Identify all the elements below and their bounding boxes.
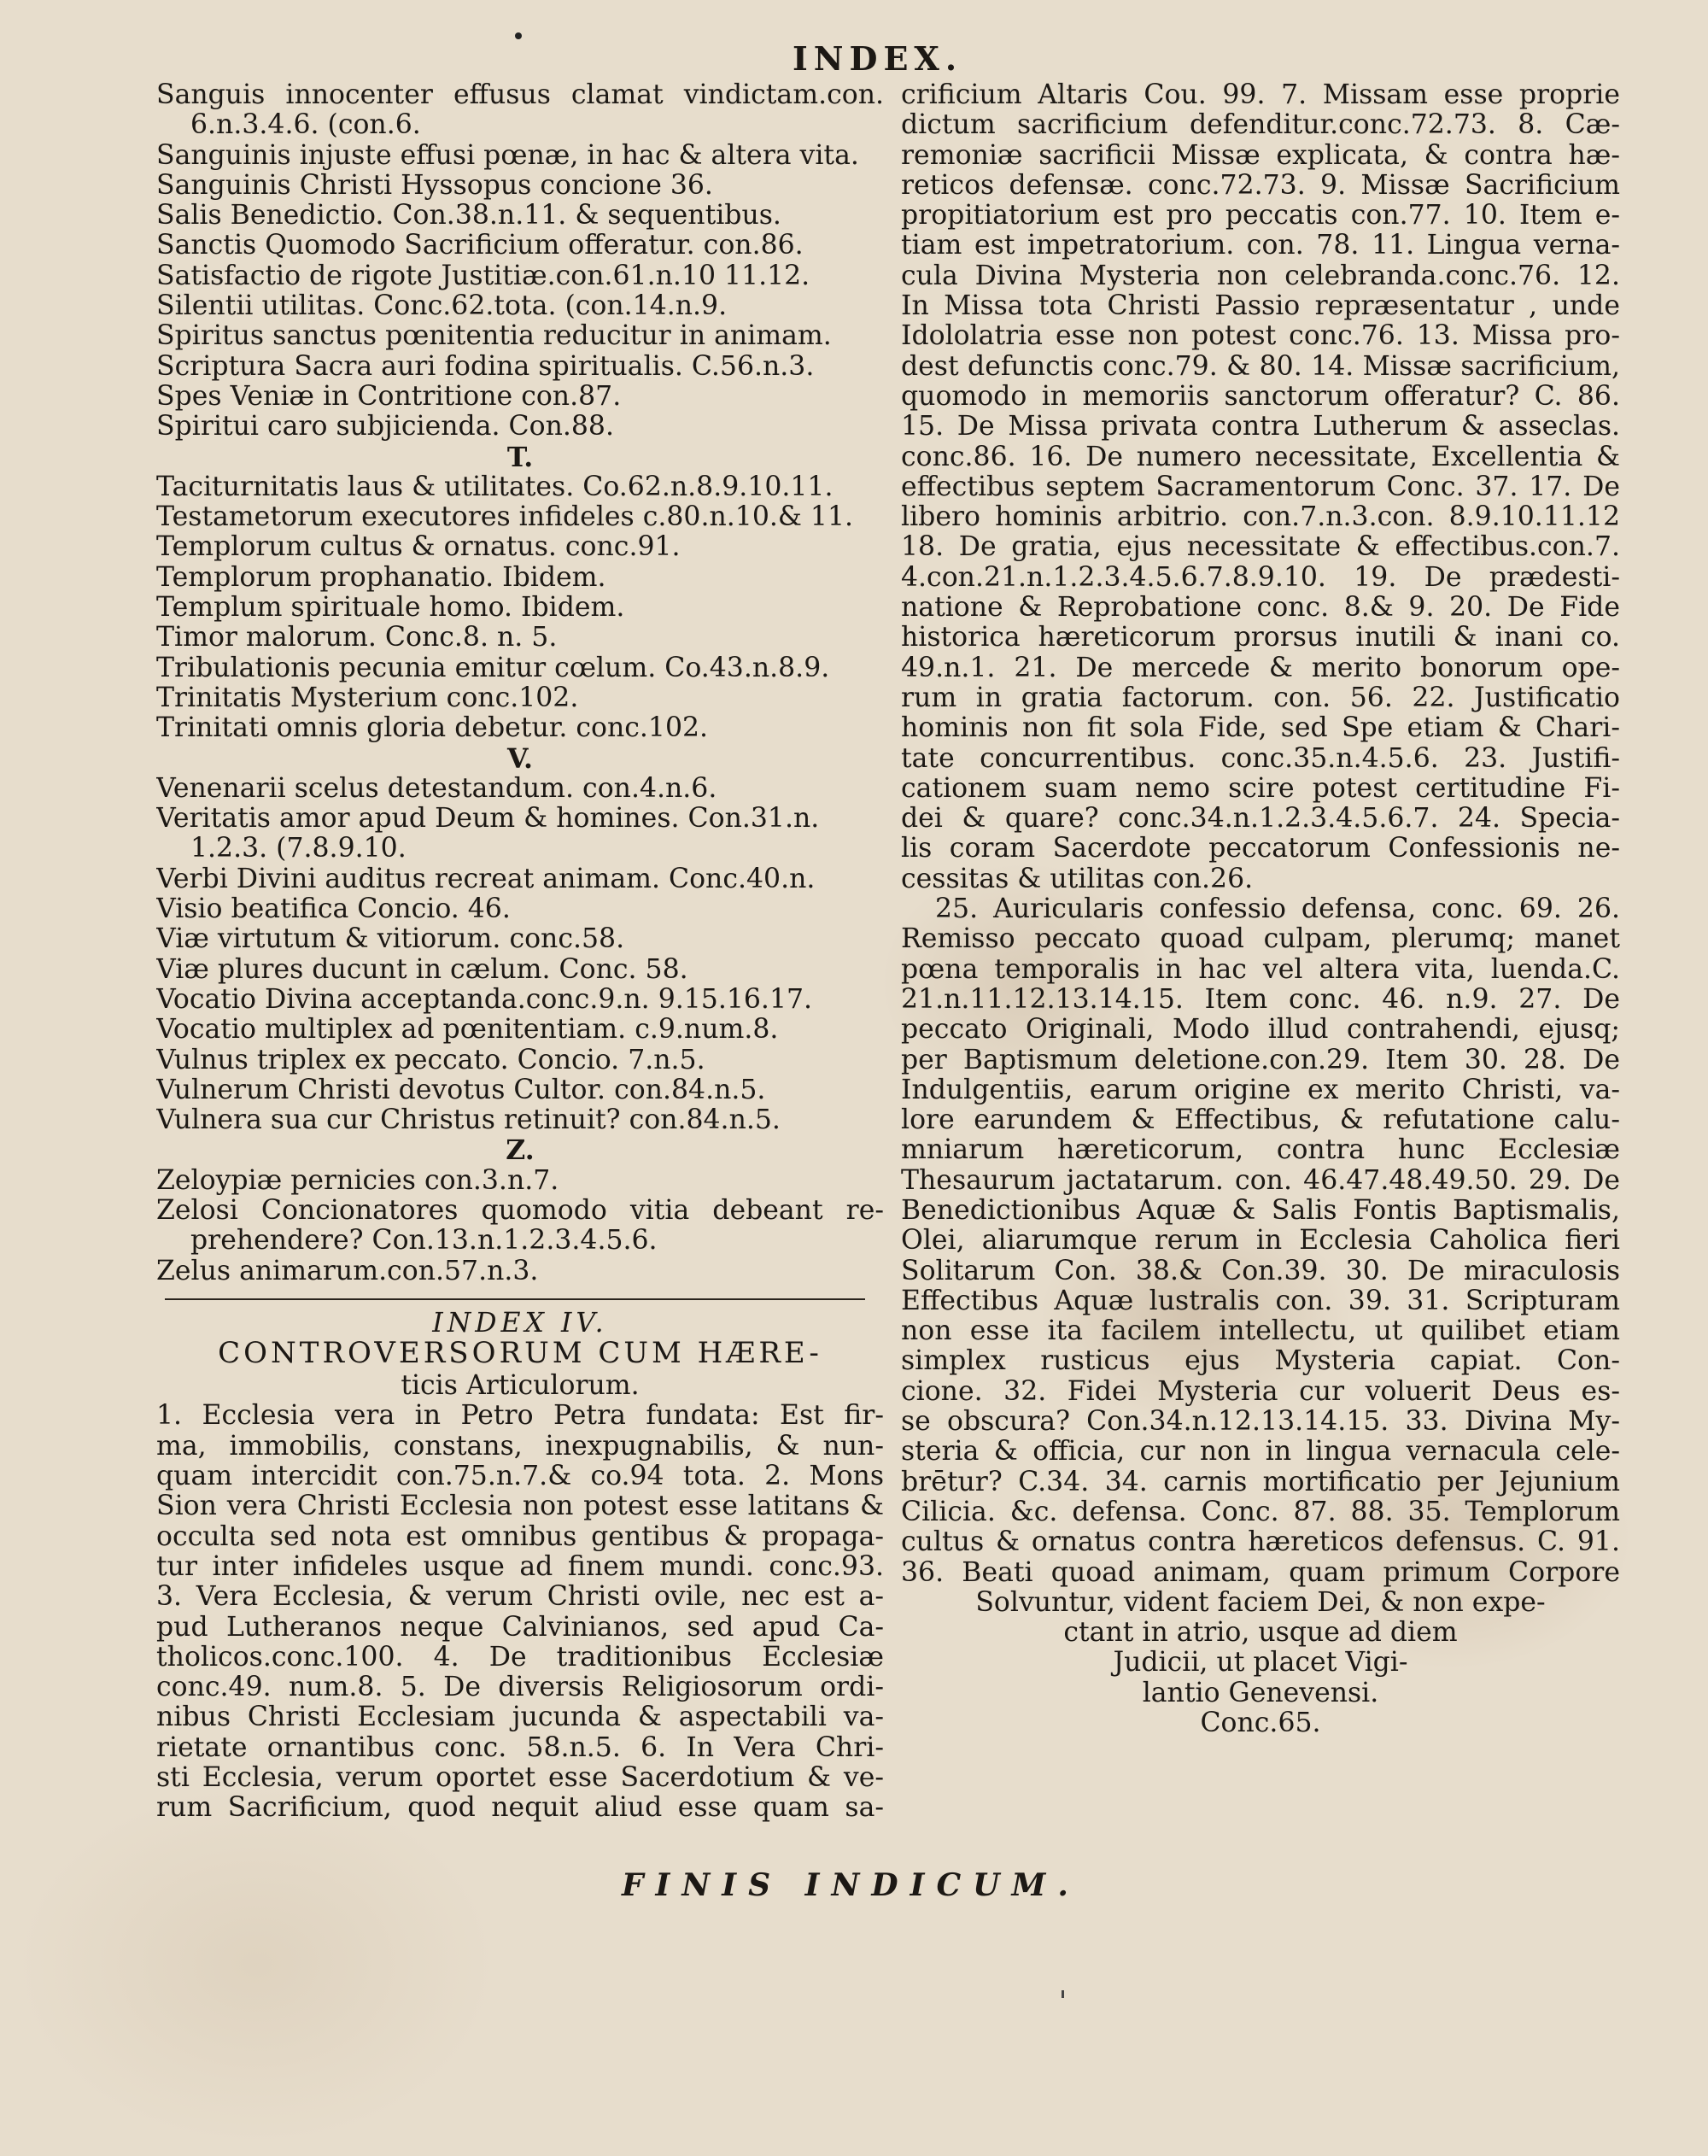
controversy-entry: ma, immobilis, constans, inexpugnabilis, & nun-	[156, 1431, 884, 1462]
index-entry: V.	[507, 743, 533, 774]
controversy-entry: lantio Genevensi.	[1142, 1678, 1379, 1708]
controversy-entry: non esse ita facilem intellectu, ut quilibet etiam	[901, 1316, 1620, 1347]
index-entry: Vulnus triplex ex peccato. Concio. 7.n.5.	[156, 1045, 705, 1075]
index-entry: Spiritus sanctus pœnitentia reducitur in animam.	[156, 321, 832, 352]
controversy-entry: lore earundem & Effectibus, & refutatione calu-	[901, 1105, 1620, 1136]
controversy-entry: simplex rusticus ejus Mysteria capiat. Con-	[901, 1346, 1620, 1377]
controversy-entry: rum in gratia factorum. con. 56. 22. Justificatio	[901, 683, 1620, 713]
index-entry: Salis Benedictio. Con.38.n.11. & sequentibus.	[156, 201, 781, 231]
controversy-entry: libero hominis arbitrio. con.7.n.3.con. 8.9.10.11.12	[901, 502, 1620, 533]
controversy-entry: steria & officia, cur non in lingua vernacula cele-	[901, 1437, 1620, 1468]
index-entry: prehendere? Con.13.n.1.2.3.4.5.6.	[190, 1226, 658, 1257]
index-entry: Tribulationis pecunia emitur cœlum. Co.43.n.8.9.	[156, 653, 830, 683]
index-entry: Testametorum executores infideles c.80.n.10.& 11.	[156, 502, 854, 533]
controversy-entry: Benedictionibus Aquæ & Salis Fontis Baptismalis,	[901, 1195, 1620, 1226]
controversy-entry: pud Lutheranos neque Calvinianos, sed apud Ca-	[156, 1612, 884, 1643]
index-entry: Viæ plures ducunt in cælum. Conc. 58.	[156, 954, 688, 985]
controversy-entry: 36. Beati quoad animam, quam primum Corpore	[901, 1557, 1620, 1588]
controversy-entry: quomodo in memoriis sanctorum offeratur? C. 86.	[901, 381, 1620, 412]
controversy-entry: rietate ornantibus conc. 58.n.5. 6. In Vera Chri-	[156, 1732, 884, 1763]
controversy-entry: Solvuntur, vident faciem Dei, & non expe-	[975, 1587, 1546, 1618]
ink-mark	[1062, 1990, 1064, 1998]
index-entry: Vocatio multiplex ad pœnitentiam. c.9.num.8.	[156, 1015, 779, 1046]
left-column	[156, 80, 884, 1824]
controversy-entry: nibus Christi Ecclesiam jucunda & aspectabili va-	[156, 1702, 884, 1733]
controversy-entry: Idololatria esse non potest conc.76. 13. Missa pro-	[901, 321, 1620, 352]
controversy-entry: Solitarum Con. 38.& Con.39. 30. De miraculosis	[901, 1256, 1620, 1286]
controversy-entry: Remisso peccato quoad culpam, plerumq; manet	[901, 924, 1620, 955]
index-entry: Templorum cultus & ornatus. conc.91.	[156, 532, 681, 563]
controversy-entry: dictum sacrificium defenditur.conc.72.73. 8. Cæ-	[901, 110, 1620, 141]
index-entry: Sanguinis Christi Hyssopus concione 36.	[156, 170, 713, 201]
ink-dot	[515, 32, 522, 39]
controversy-entry: cessitas & utilitas con.26.	[901, 864, 1254, 894]
index-entry: Timor malorum. Conc.8. n. 5.	[156, 623, 558, 653]
index-entry: Scriptura Sacra auri fodina spiritualis. C.56.n.3.	[156, 351, 815, 382]
controversy-entry: se obscura? Con.34.n.12.13.14.15. 33. Divina My-	[901, 1407, 1620, 1438]
controversy-entry: dest defunctis conc.79. & 80. 14. Missæ sacrificium,	[901, 351, 1620, 382]
index-entry: T.	[506, 442, 534, 472]
controversy-entry: Sion vera Christi Ecclesia non potest esse latitans &	[156, 1491, 884, 1522]
index-entry: Verbi Divini auditus recreat animam. Conc.40.n.	[156, 864, 816, 894]
index-iv-subtitle: ticis Articulorum.	[401, 1371, 640, 1402]
index-entry: Silentii utilitas. Conc.62.tota. (con.14.n.9.	[156, 291, 728, 322]
index-entry: Trinitatis Mysterium conc.102.	[156, 683, 579, 713]
index-entry: Vocatio Divina acceptanda.conc.9.n. 9.15.16.17.	[156, 984, 813, 1015]
controversy-entry: brētur? C.34. 34. carnis mortificatio per Jejunium	[901, 1467, 1620, 1497]
index-entry: Vulnerum Christi devotus Cultor. con.84.n.5.	[156, 1075, 766, 1105]
controversy-entry: mniarum hæreticorum, contra hunc Ecclesiæ	[901, 1135, 1620, 1166]
controversy-entry: tur inter infideles usque ad finem mundi. conc.93.	[156, 1551, 884, 1582]
index-entry: 1.2.3. (7.8.9.10.	[190, 834, 407, 864]
controversy-entry: conc.86. 16. De numero necessitate, Excellentia &	[901, 442, 1620, 472]
index-entry: Visio beatifica Concio. 46.	[156, 894, 511, 925]
controversy-entry: cultus & ornatus contra hæreticos defensus. C. 91.	[901, 1527, 1620, 1558]
right-column	[901, 80, 1620, 1738]
finis-indicum: FINIS INDICUM.	[622, 1867, 1080, 1903]
index-entry: 6.n.3.4.6. (con.6.	[190, 110, 421, 141]
left-index-entries	[156, 80, 884, 1286]
controversy-entry: 4.con.21.n.1.2.3.4.5.6.7.8.9.10. 19. De prædesti-	[901, 562, 1620, 593]
right-index-entries	[901, 80, 1620, 1738]
index-entry: Vulnera sua cur Christus retinuit? con.84.n.5.	[156, 1105, 781, 1136]
controversy-entry: cationem suam nemo scire potest certitudine Fi-	[901, 773, 1620, 804]
controversy-entry: dei & quare? conc.34.n.1.2.3.4.5.6.7. 24. Specia-	[901, 804, 1620, 835]
controversy-entry: lis coram Sacerdote peccatorum Confessionis ne-	[901, 834, 1620, 864]
index-iv-entries	[156, 1401, 884, 1823]
index-entry: Taciturnitatis laus & utilitates. Co.62.n.8.9.10.11.	[156, 472, 834, 502]
controversy-entry: pœna temporalis in hac vel altera vita, luenda.C.	[901, 954, 1620, 985]
controversy-entry: 15. De Missa privata contra Lutherum & asseclas.	[901, 412, 1620, 442]
index-entry: Satisfactio de rigote Justitiæ.con.61.n.10 11.12.	[156, 261, 810, 291]
controversy-entry: per Baptismum deletione.con.29. Item 30. 28. De	[901, 1045, 1620, 1075]
index-entry: Viæ virtutum & vitiorum. conc.58.	[156, 924, 625, 955]
controversy-entry: tholicos.conc.100. 4. De traditionibus Ecclesiæ	[156, 1642, 884, 1673]
controversy-entry: Cilicia. &c. defensa. Conc. 87. 88. 35. Templorum	[901, 1497, 1620, 1527]
index-entry: Z.	[506, 1135, 535, 1166]
controversy-entry: Thesaurum jactatarum. con. 46.47.48.49.50. 29. De	[901, 1165, 1620, 1196]
controversy-entry: 49.n.1. 21. De mercede & merito bonorum ope-	[901, 653, 1620, 683]
section-divider	[165, 1298, 865, 1300]
controversy-entry: quam intercidit con.75.n.7.& co.94 tota. 2. Mons	[156, 1462, 884, 1492]
index-entry: Veritatis amor apud Deum & homines. Con.31.n.	[156, 804, 820, 835]
page-header: INDEX.	[793, 39, 963, 78]
controversy-entry: cula Divina Mysteria non celebranda.conc.76. 12.	[901, 261, 1620, 291]
controversy-entry: conc.49. num.8. 5. De diversis Religiosorum ordi-	[156, 1673, 884, 1703]
index-entry: Templum spirituale homo. Ibidem.	[156, 593, 625, 624]
controversy-entry: hominis non fit sola Fide, sed Spe etiam & Chari-	[901, 713, 1620, 744]
index-entry: Sanguis innocenter effusus clamat vindictam.con.	[156, 80, 884, 110]
index-entry: Spiritui caro subjicienda. Con.88.	[156, 412, 614, 442]
index-entry: Zelosi Concionatores quomodo vitia debeant re-	[156, 1195, 884, 1226]
controversy-entry: Judicii, ut placet Vigi-	[1113, 1648, 1408, 1679]
controversy-entry: historica hæreticorum prorsus inutili & inani co.	[901, 623, 1620, 653]
controversy-entry: 3. Vera Ecclesia, & verum Christi ovile, nec est a-	[156, 1582, 884, 1613]
index-entry: Zelus animarum.con.57.n.3.	[156, 1256, 539, 1286]
controversy-entry: Effectibus Aquæ lustralis con. 39. 31. Scripturam	[901, 1286, 1620, 1316]
controversy-entry: Indulgentiis, earum origine ex merito Christi, va-	[901, 1075, 1620, 1105]
index-entry: Trinitati omnis gloria debetur. conc.102.	[156, 713, 709, 744]
controversy-entry: 18. De gratia, ejus necessitate & effectibus.con.7.	[901, 532, 1620, 563]
index-entry: Templorum prophanatio. Ibidem.	[156, 562, 606, 593]
index-entry: Zeloypiæ pernicies con.3.n.7.	[156, 1165, 559, 1196]
index-entry: Spes Veniæ in Contritione con.87.	[156, 381, 622, 412]
controversy-entry: ctant in atrio, usque ad diem	[1063, 1618, 1458, 1649]
controversy-entry: propitiatorium est pro peccatis con.77. 10. Item e-	[901, 201, 1620, 231]
index-entry: Sanctis Quomodo Sacrificium offeratur. con.86.	[156, 231, 804, 261]
controversy-entry: Conc.65.	[1200, 1708, 1321, 1739]
controversy-entry: tate concurrentibus. conc.35.n.4.5.6. 23. Justifi-	[901, 743, 1620, 774]
controversy-entry: crificium Altaris Cou. 99. 7. Missam esse proprie	[901, 80, 1620, 110]
controversy-entry: In Missa tota Christi Passio repræsentatur , unde	[901, 291, 1620, 322]
controversy-entry: sti Ecclesia, verum oportet esse Sacerdotium & ve-	[156, 1763, 884, 1794]
controversy-entry: remoniæ sacrificii Missæ explicata, & contra hæ-	[901, 140, 1620, 171]
controversy-entry: 1. Ecclesia vera in Petro Petra fundata: Est fir-	[156, 1401, 884, 1432]
controversy-entry: rum Sacrificium, quod nequit aliud esse quam sa-	[156, 1793, 884, 1824]
controversy-entry: effectibus septem Sacramentorum Conc. 37. 17. De	[901, 472, 1620, 502]
controversy-entry: Olei, aliarumque rerum in Ecclesia Caholica fieri	[901, 1226, 1620, 1257]
index-entry: Sanguinis injuste effusi pœnæ, in hac & altera vita.	[156, 140, 859, 171]
index-iv-title: CONTROVERSORUM CUM HÆRE-	[218, 1336, 822, 1371]
controversy-entry: tiam est impetratorium. con. 78. 11. Lingua verna-	[901, 231, 1620, 261]
controversy-entry: 21.n.11.12.13.14.15. Item conc. 46. n.9. 27. De	[901, 984, 1620, 1015]
controversy-entry: cione. 32. Fidei Mysteria cur voluerit Deus es-	[901, 1376, 1620, 1407]
index-iv-heading: INDEX IV.	[432, 1307, 608, 1339]
index-entry: Venenarii scelus detestandum. con.4.n.6.	[156, 773, 717, 804]
controversy-entry: natione & Reprobatione conc. 8.& 9. 20. De Fide	[901, 593, 1620, 624]
controversy-entry: 25. Auricularis confessio defensa, conc. 69. 26.	[935, 894, 1620, 925]
controversy-entry: occulta sed nota est omnibus gentibus & propaga-	[156, 1521, 884, 1552]
controversy-entry: reticos defensæ. conc.72.73. 9. Missæ Sacrificium	[901, 170, 1620, 201]
controversy-entry: peccato Originali, Modo illud contrahendi, ejusq;	[901, 1015, 1620, 1046]
